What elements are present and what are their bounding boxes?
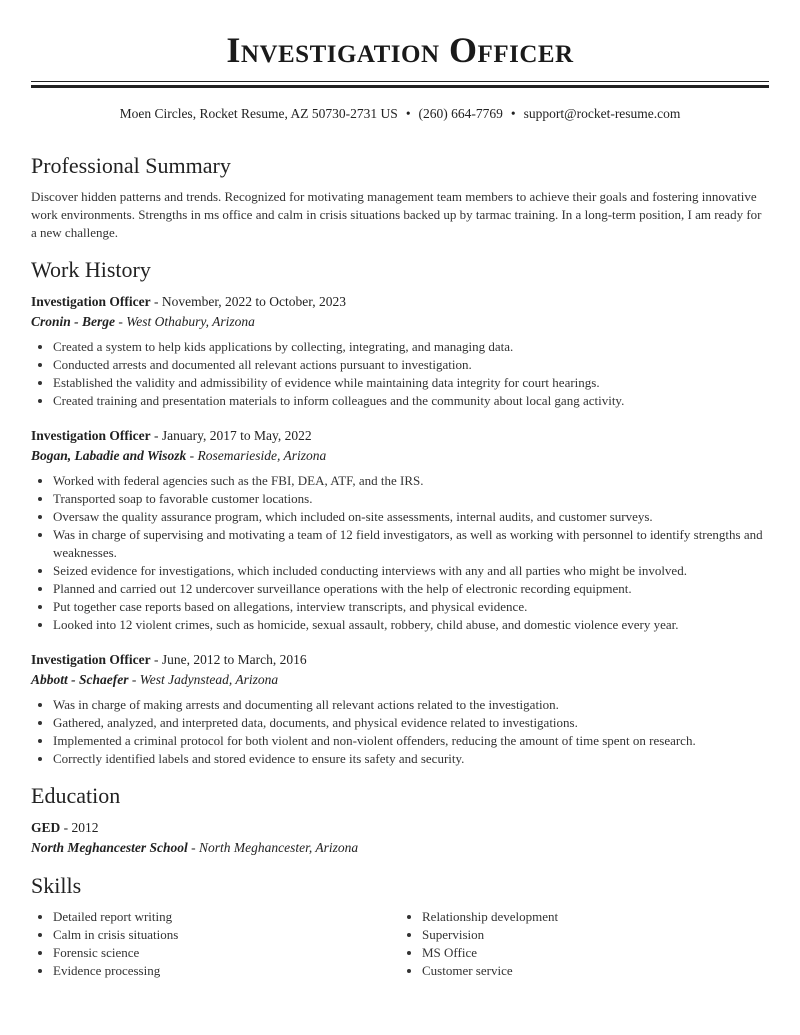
list-item: • Conducted arrests and documented all relevant actions pursuant to investigation. <box>53 356 769 374</box>
section-heading: Skills <box>31 873 82 898</box>
list-item: • Looked into 12 violent crimes, such as homicide, sexual assault, robbery, child abuse, and domestic violence every year. <box>53 616 769 634</box>
header-rule-thick <box>31 85 769 88</box>
job-bullets <box>31 338 769 410</box>
job-bullets <box>31 696 769 768</box>
skill-item: • Detailed report writing <box>53 908 400 926</box>
job-dates: - November, 2022 to October, 2023 <box>150 294 346 309</box>
resume-title: Investigation Officer <box>226 30 574 70</box>
job-company-line <box>31 312 769 332</box>
job-location: - West Othabury, Arizona <box>115 314 255 329</box>
skills-section <box>31 872 769 980</box>
section-heading: Work History <box>31 257 151 282</box>
job-header <box>31 426 769 446</box>
list-item: • Created training and presentation materials to inform colleagues and the community about local gang activity. <box>53 392 769 410</box>
work-history-section <box>31 256 769 768</box>
separator-dot: • <box>405 106 411 121</box>
list-item: • Was in charge of supervising and motivating a team of 12 field investigators, as well as working with personnel to identify strengths and weaknesses. <box>53 526 769 562</box>
list-item: • Transported soap to favorable customer locations. <box>53 490 769 508</box>
separator-dot: • <box>510 106 516 121</box>
list-item: • Worked with federal agencies such as the FBI, DEA, ATF, and the IRS. <box>53 472 769 490</box>
list-item: • Correctly identified labels and stored evidence to ensure its safety and security. <box>53 750 769 768</box>
section-heading: Professional Summary <box>31 153 231 178</box>
job-company-line <box>31 670 769 690</box>
list-item: • Planned and carried out 12 undercover surveillance operations with the help of electronic recording equipment. <box>53 580 769 598</box>
list-item: • Oversaw the quality assurance program, which included on-site assessments, internal audits, and customer surveys. <box>53 508 769 526</box>
skill-item: • Relationship development <box>422 908 769 926</box>
contact-line <box>31 104 769 124</box>
job-dates: - June, 2012 to March, 2016 <box>150 652 307 667</box>
list-item: • Created a system to help kids applications by collecting, integrating, and managing data. <box>53 338 769 356</box>
job-title: Investigation Officer <box>31 428 151 443</box>
job-title: Investigation Officer <box>31 294 151 309</box>
list-item: • Put together case reports based on allegations, interview transcripts, and physical evidence. <box>53 598 769 616</box>
job-company-line <box>31 446 769 466</box>
contact-email: support@rocket-resume.com <box>523 106 681 121</box>
education-degree: GED <box>31 820 61 835</box>
job-company: Bogan, Labadie and Wisozk <box>31 448 187 463</box>
job-header <box>31 650 769 670</box>
list-item: • Established the validity and admissibility of evidence while maintaining data integrity for court hearings. <box>53 374 769 392</box>
list-item: • Implemented a criminal protocol for both violent and non-violent offenders, reducing the amount of time spent on research. <box>53 732 769 750</box>
job-title: Investigation Officer <box>31 652 151 667</box>
summary-text: Discover hidden patterns and trends. Recognized for motivating management team members to achieve their goals and fostering innovative work environments. Strengths in ms office and calm in crisis situations backed up by tarmac training. In a long-term position, I am ready for a new challenge. <box>31 189 762 240</box>
job-dates: - January, 2017 to May, 2022 <box>150 428 312 443</box>
summary-section <box>31 152 769 242</box>
skills-list-left <box>31 908 400 980</box>
job-company: Abbott - Schaefer <box>31 672 129 687</box>
job-header <box>31 292 769 312</box>
job-location: - Rosemarieside, Arizona <box>186 448 327 463</box>
skills-columns <box>31 908 769 980</box>
list-item: • Seized evidence for investigations, which included conducting interviews with any and all parties who might be involved. <box>53 562 769 580</box>
education-year: - 2012 <box>60 820 99 835</box>
education-school-line <box>31 838 769 858</box>
skills-list-right <box>400 908 769 980</box>
education-header <box>31 818 769 838</box>
contact-address: Moen Circles, Rocket Resume, AZ 50730-2731 US <box>119 106 398 121</box>
job-entry <box>31 650 769 768</box>
list-item: • Was in charge of making arrests and documenting all relevant actions related to the investigation. <box>53 696 769 714</box>
contact-phone: (260) 664-7769 <box>418 106 503 121</box>
list-item: • Gathered, analyzed, and interpreted data, documents, and physical evidence related to investigations. <box>53 714 769 732</box>
job-bullets <box>31 472 769 634</box>
skill-item: • Calm in crisis situations <box>53 926 400 944</box>
job-company: Cronin - Berge <box>31 314 116 329</box>
education-section <box>31 782 769 858</box>
job-location: - West Jadynstead, Arizona <box>128 672 279 687</box>
job-entry <box>31 426 769 634</box>
skill-item: • Evidence processing <box>53 962 400 980</box>
skill-item: • Customer service <box>422 962 769 980</box>
skill-item: • Forensic science <box>53 944 400 962</box>
job-entry <box>31 292 769 410</box>
education-location: - North Meghancester, Arizona <box>187 840 359 855</box>
skill-item: • MS Office <box>422 944 769 962</box>
education-school: North Meghancester School <box>31 840 188 855</box>
header-rule-thin <box>31 81 769 82</box>
section-heading: Education <box>31 783 121 808</box>
skill-item: • Supervision <box>422 926 769 944</box>
